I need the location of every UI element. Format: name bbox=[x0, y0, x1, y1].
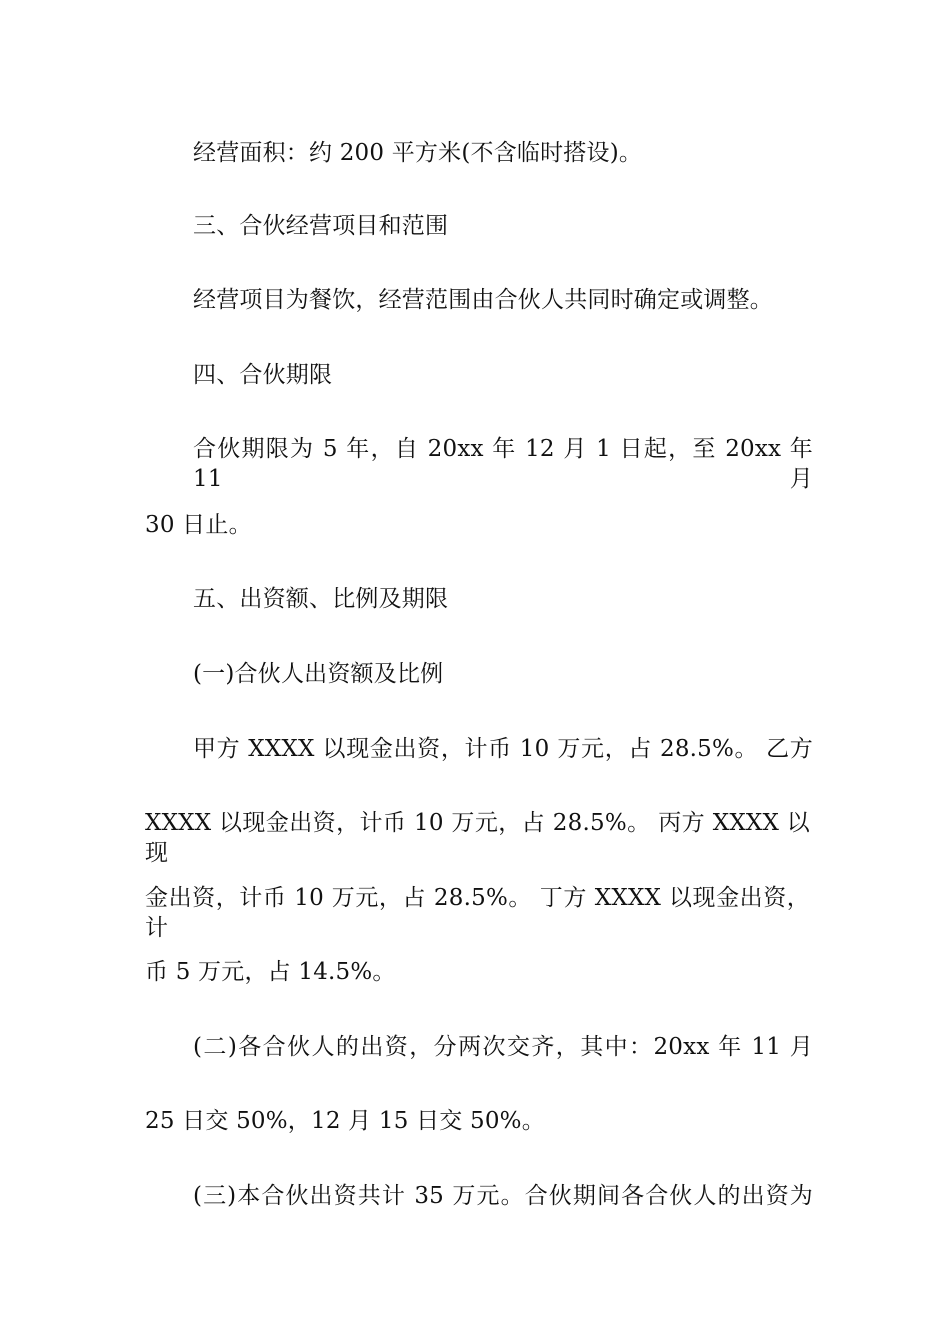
paragraph-contribution-line-1: 甲方 XXXX 以现金出资，计币 10 万元，占 28.5%。 乙方 bbox=[193, 736, 813, 762]
subheading-contribution-ratio: (一)合伙人出资额及比例 bbox=[193, 661, 444, 687]
paragraph-payment-line-1: (二)各合伙人的出资，分两次交齐，其中：20xx 年 11 月 bbox=[193, 1034, 813, 1060]
paragraph-contribution-line-2: XXXX 以现金出资，计币 10 万元，占 28.5%。 丙方 XXXX 以现 bbox=[145, 810, 810, 866]
paragraph-payment-line-2: 25 日交 50%，12 月 15 日交 50%。 bbox=[145, 1108, 545, 1134]
paragraph-total-contribution: (三)本合伙出资共计 35 万元。合伙期间各合伙人的出资为 bbox=[193, 1183, 813, 1209]
paragraph-term-line-2: 30 日止。 bbox=[145, 512, 252, 538]
heading-section-5: 五、出资额、比例及期限 bbox=[193, 586, 449, 612]
paragraph-business-area: 经营面积：约 200 平方米(不含临时搭设)。 bbox=[193, 140, 643, 166]
paragraph-contribution-line-3: 金出资，计币 10 万元，占 28.5%。 丁方 XXXX 以现金出资，计 bbox=[145, 885, 810, 941]
paragraph-contribution-line-4: 币 5 万元，占 14.5%。 bbox=[145, 959, 396, 985]
paragraph-term-line-1: 合伙期限为 5 年，自 20xx 年 12 月 1 日起，至 20xx 年 11 月 bbox=[193, 436, 813, 492]
heading-section-3: 三、合伙经营项目和范围 bbox=[193, 213, 449, 239]
heading-section-4: 四、合伙期限 bbox=[193, 362, 333, 388]
paragraph-business-scope: 经营项目为餐饮，经营范围由合伙人共同时确定或调整。 bbox=[193, 287, 773, 313]
